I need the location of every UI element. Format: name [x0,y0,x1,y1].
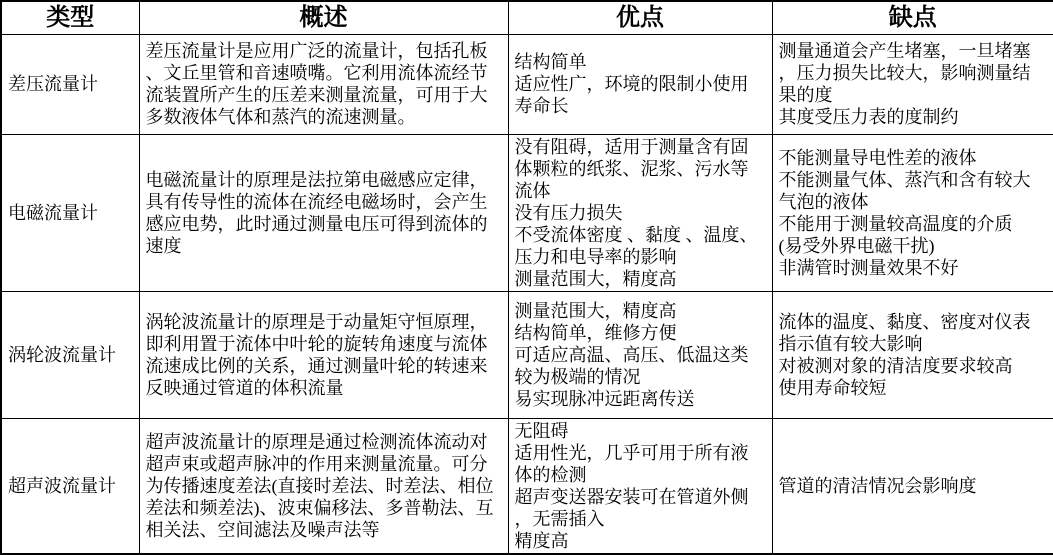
disadvantage-item: 不能测量气体、蒸汽和含有较大气泡的液体 [778,169,1031,212]
disadvantage-item: 不能测量导电性差的液体 [778,147,977,168]
advantage-item: 不受流体密度 、黏度 、温度、压力和电导率的影响 [514,224,758,267]
cell-overview: 差压流量计是应用广泛的流量计，包括孔板、文丘里管和音速喷嘴。它利用流体流经节流装置所产生的压差来测量流量，可用于大多数液体气体和蒸汽的流速测量。 [139,34,508,134]
cell-overview: 超声波流量计的原理是通过检测流体流动对超声束或超声脉冲的作用来测量流量。可分为传播速度差法(直接时差法、时差法、相位差法和频差法)、波束偏移法、多普勒法、互相关法、空间滤法及噪声法等 [139,418,508,554]
disadvantage-item: 管道的清洁情况会影响度 [778,475,977,496]
advantage-item: 可适应高温、高压、低温这类较为极端的情况 [514,344,749,387]
advantage-item: 无阻碍 [514,420,569,441]
cell-advantages [508,418,772,554]
cell-disadvantages [772,34,1053,134]
cell-overview: 电磁流量计的原理是法拉第电磁感应定律，具有传导性的流体在流经电磁场时，会产生感应电势，此时通过测量电压可得到流体的速度 [139,134,508,291]
advantage-item: 没有阻碍，适用于测量含有固体颗粒的纸浆、泥浆、污水等流体 [514,136,749,201]
disadvantage-item: 非满管时测量效果不好 [778,257,959,278]
table-row [1,291,1053,418]
cell-type-ultrasonic: 超声波流量计 [1,418,139,554]
table-header-row [1,1,1053,34]
cell-type-turbine: 涡轮波流量计 [1,291,139,418]
disadvantage-item: 使用寿命较短 [778,377,887,398]
table-row [1,418,1053,554]
cell-disadvantages [772,291,1053,418]
advantage-item: 没有压力损失 [514,202,623,223]
cell-advantages [508,291,772,418]
advantage-item: 测量范围大，精度高 [514,300,677,321]
header-advantages: 优点 [508,1,772,34]
advantage-item: 适用性光，几乎可用于所有液体的检测 [514,442,749,485]
advantage-item: 易实现脉冲远距离传送 [514,388,695,409]
cell-overview: 涡轮波流量计的原理是于动量矩守恒原理，即利用置于流体中叶轮的旋转角速度与流体流速成比例的关系，通过测量叶轮的转速来反映通过管道的体积流量 [139,291,508,418]
table-row [1,34,1053,134]
cell-advantages [508,134,772,291]
cell-advantages [508,34,772,134]
advantage-item: 结构简单 [514,52,587,72]
header-disadvantages: 缺点 [772,1,1053,34]
header-type: 类型 [1,1,139,34]
disadvantage-item: 对被测对象的清洁度要求较高 [778,355,1013,376]
cell-disadvantages [772,418,1053,554]
disadvantage-item: (易受外界电磁干扰) [778,235,935,256]
advantage-item: 超声变送器安装可在管道外侧，无需插入 [514,486,749,529]
table-row [1,134,1053,291]
advantage-item: 测量范围大，精度高 [514,268,677,289]
cell-type-electromagnetic: 电磁流量计 [1,134,139,291]
disadvantage-item: 流体的温度、黏度、密度对仪表指示值有较大影响 [778,311,1031,354]
header-overview: 概述 [139,1,508,34]
advantage-item: 结构简单，维修方便 [514,322,677,343]
disadvantage-item: 不能用于测量较高温度的介质 [778,213,1013,234]
advantage-item: 精度高 [514,530,569,551]
disadvantage-item: 测量通道会产生堵塞，一旦堵塞，压力损失比较大，影响测量结果的度 [778,41,1031,105]
disadvantage-item: 其度受压力表的度制约 [778,107,959,127]
cell-type-differential-pressure: 差压流量计 [1,34,139,134]
advantage-item: 适应性广，环境的限制小使用寿命长 [514,74,749,116]
cell-disadvantages [772,134,1053,291]
